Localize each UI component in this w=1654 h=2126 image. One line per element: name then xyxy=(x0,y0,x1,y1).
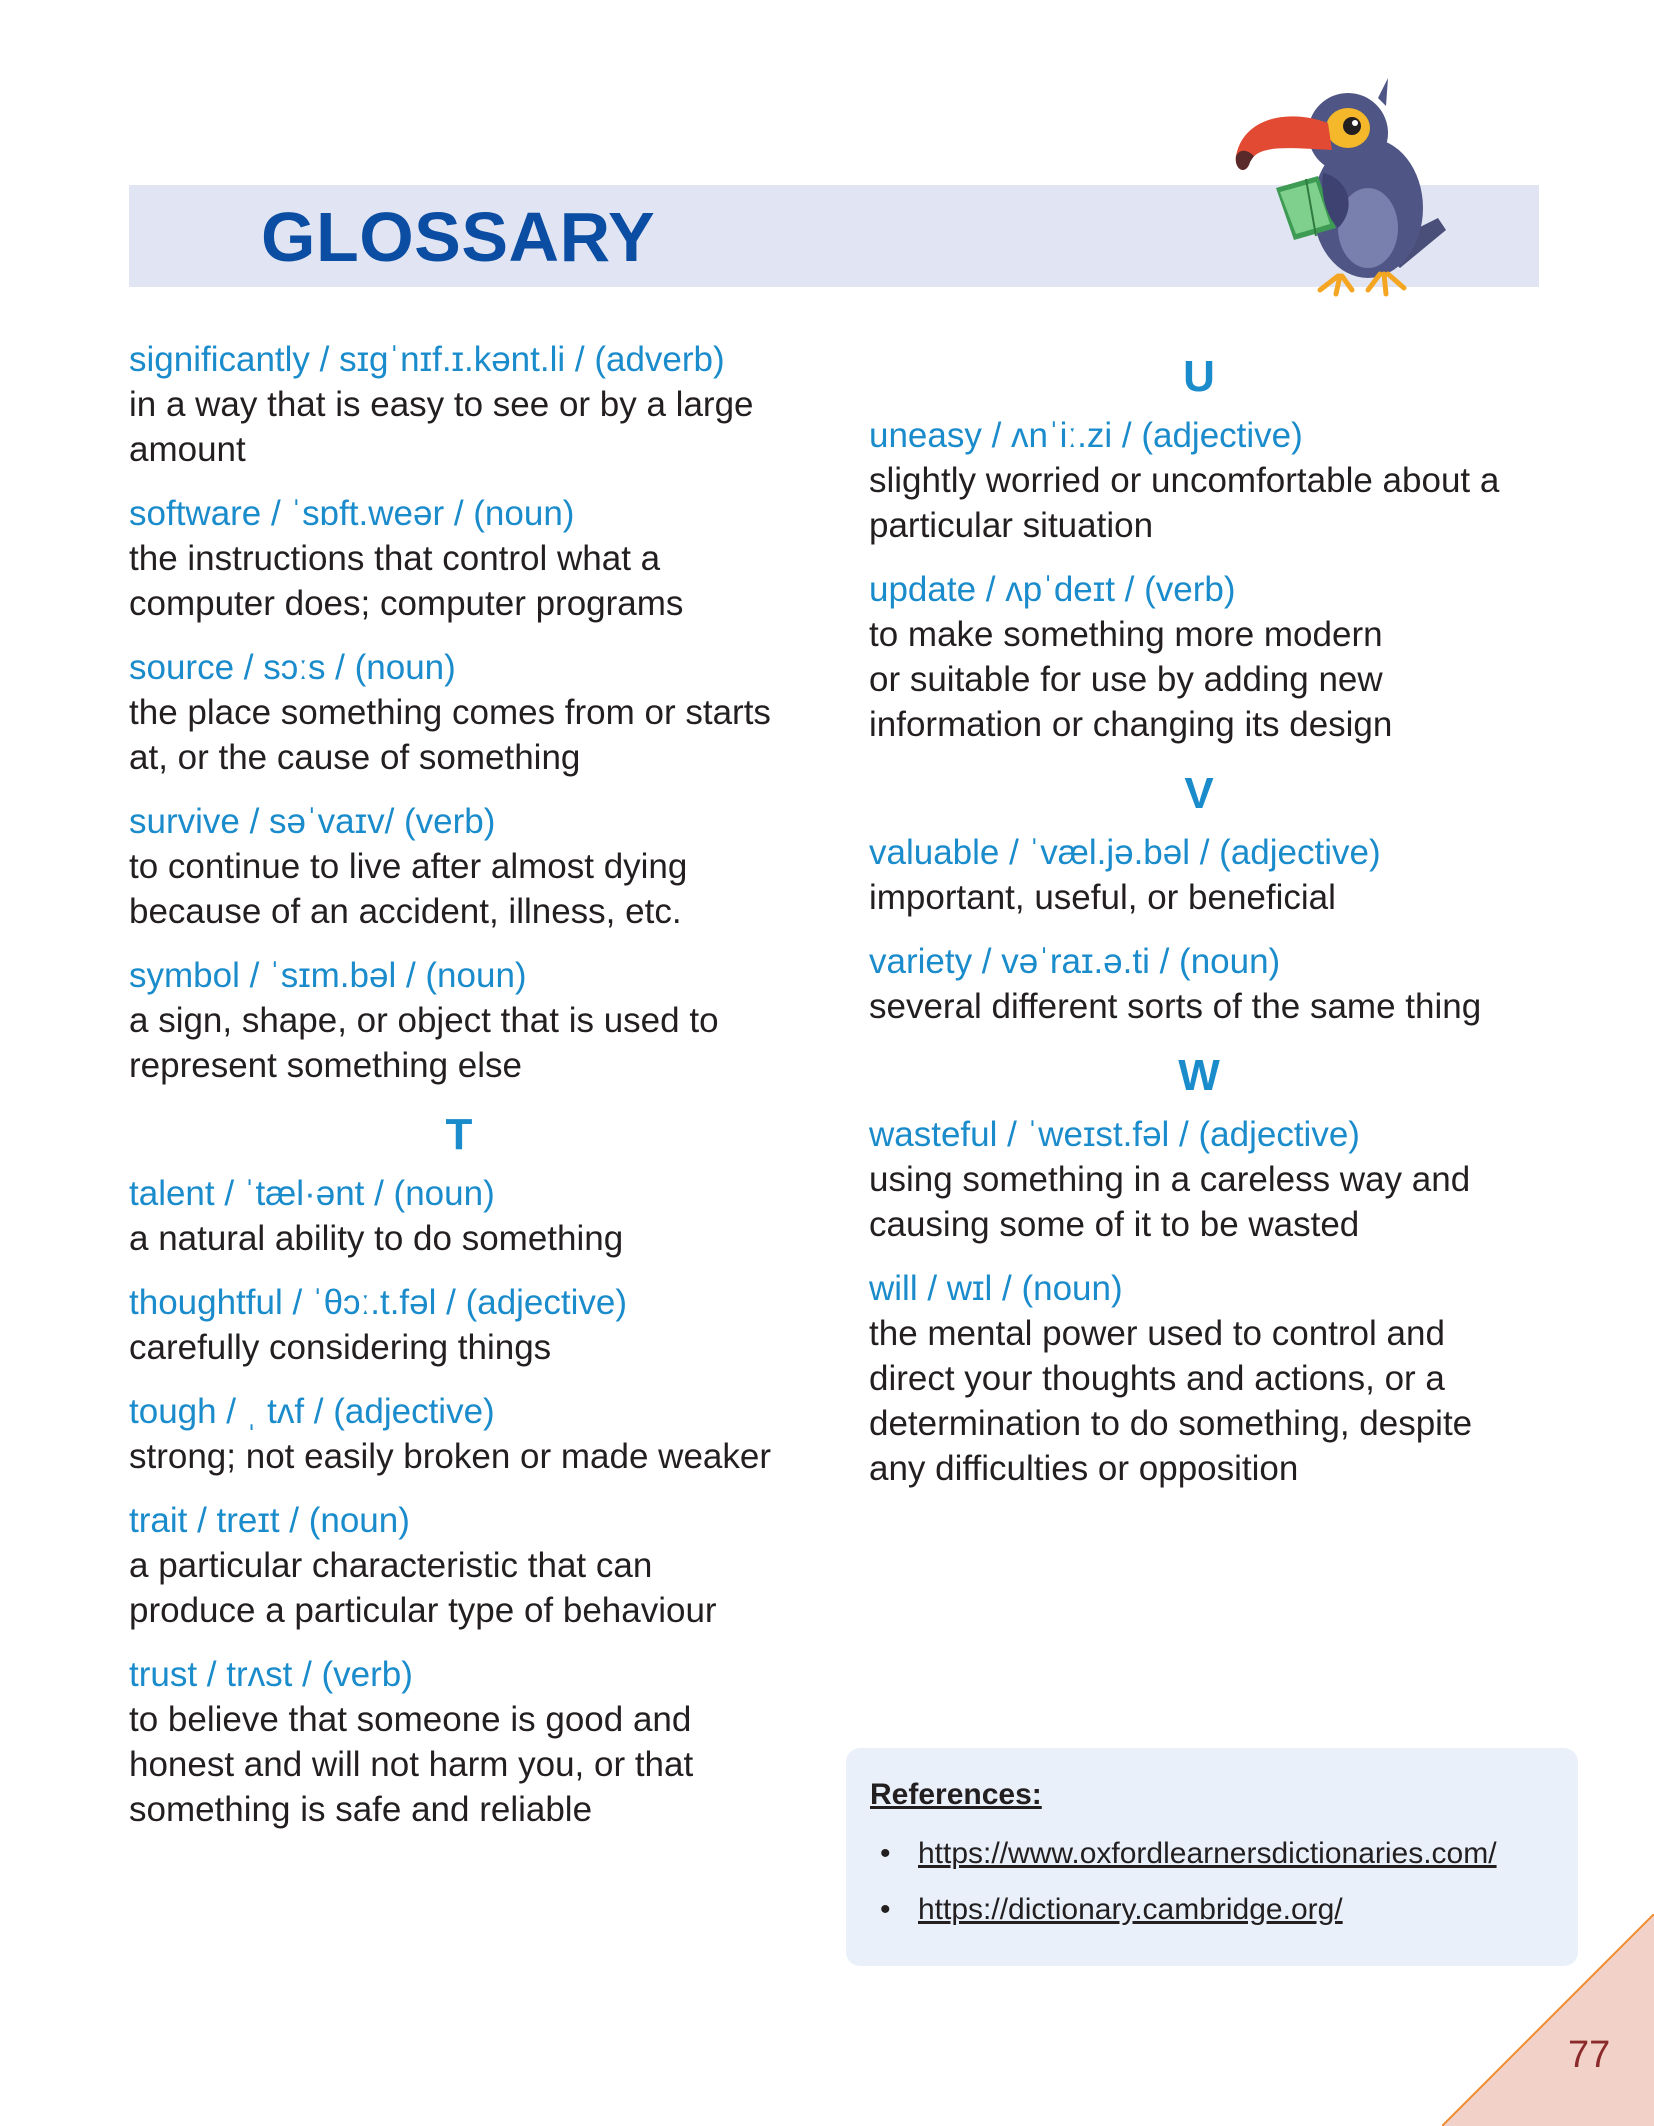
glossary-definition-line: determination to do something, despite xyxy=(869,1404,1473,1443)
glossary-term: tough / ˌ tʌf / (adjective) xyxy=(129,1392,495,1431)
glossary-entry xyxy=(129,1390,829,1479)
glossary-entry xyxy=(869,568,1569,747)
glossary-term: significantly / sɪɡˈnɪf.ɪ.kənt.li / (adverb) xyxy=(129,340,725,379)
glossary-entry xyxy=(129,1499,829,1633)
glossary-definition-line: or suitable for use by adding new xyxy=(869,660,1383,699)
glossary-term: wasteful / ˈweɪst.fəl / (adjective) xyxy=(869,1115,1360,1154)
glossary-definition-line: slightly worried or uncomfortable about a xyxy=(869,461,1500,500)
glossary-definition-line: a natural ability to do something xyxy=(129,1219,624,1258)
glossary-right-column xyxy=(869,338,1569,1511)
glossary-term: uneasy / ʌnˈiː.zi / (adjective) xyxy=(869,416,1303,455)
glossary-definition-line: important, useful, or beneficial xyxy=(869,878,1336,917)
glossary-definition-line: to believe that someone is good and xyxy=(129,1700,692,1739)
glossary-entry xyxy=(129,646,829,780)
glossary-term: trust / trʌst / (verb) xyxy=(129,1655,413,1694)
glossary-term: trait / treɪt / (noun) xyxy=(129,1501,410,1540)
glossary-definition-line: produce a particular type of behaviour xyxy=(129,1591,717,1630)
glossary-definition-line: because of an accident, illness, etc. xyxy=(129,892,682,931)
page-title: GLOSSARY xyxy=(261,198,656,276)
glossary-definition-line: strong; not easily broken or made weaker xyxy=(129,1437,771,1476)
glossary-definition-line: carefully considering things xyxy=(129,1328,552,1367)
toucan-mascot-icon xyxy=(1228,78,1476,298)
glossary-entry xyxy=(129,800,829,934)
section-letter: T xyxy=(445,1110,473,1159)
reference-link-oxford[interactable]: https://www.oxfordlearnersdictionaries.com/ xyxy=(918,1837,1497,1870)
glossary-term: symbol / ˈsɪm.bəl / (noun) xyxy=(129,956,527,995)
glossary-entry xyxy=(869,940,1569,1029)
glossary-term: survive / səˈvaɪv/ (verb) xyxy=(129,802,496,841)
reference-item xyxy=(870,1882,1497,1938)
glossary-entry xyxy=(129,492,829,626)
bullet: • xyxy=(880,1837,891,1870)
section-letter: W xyxy=(1178,1051,1220,1100)
glossary-definition-line: using something in a careless way and xyxy=(869,1160,1471,1199)
glossary-definition-line: represent something else xyxy=(129,1046,522,1085)
page-number: 77 xyxy=(1568,2034,1611,2076)
glossary-definition-line: the mental power used to control and xyxy=(869,1314,1445,1353)
glossary-definition-line: computer does; computer programs xyxy=(129,584,684,623)
section-letter: V xyxy=(1184,769,1214,818)
glossary-definition-line: a sign, shape, or object that is used to xyxy=(129,1001,719,1040)
glossary-entry xyxy=(129,954,829,1088)
glossary-term: will / wɪl / (noun) xyxy=(869,1269,1123,1308)
glossary-definition-line: amount xyxy=(129,430,246,469)
glossary-definition-line: information or changing its design xyxy=(869,705,1393,744)
glossary-entry xyxy=(129,338,829,472)
glossary-term: software / ˈsɒft.weər / (noun) xyxy=(129,494,575,533)
glossary-definition-line: to continue to live after almost dying xyxy=(129,847,688,886)
references-list xyxy=(870,1826,1497,1938)
glossary-definition-line: in a way that is easy to see or by a large xyxy=(129,385,754,424)
glossary-entry xyxy=(869,414,1569,548)
glossary-entry xyxy=(869,831,1569,920)
bullet: • xyxy=(880,1893,891,1926)
glossary-term: source / sɔːs / (noun) xyxy=(129,648,456,687)
glossary-entry xyxy=(129,1281,829,1370)
glossary-definition-line: to make something more modern xyxy=(869,615,1383,654)
glossary-left-column xyxy=(129,338,829,1852)
glossary-definition-line: causing some of it to be wasted xyxy=(869,1205,1360,1244)
glossary-entry xyxy=(129,1172,829,1261)
glossary-entry xyxy=(869,1267,1569,1491)
reference-link-cambridge[interactable]: https://dictionary.cambridge.org/ xyxy=(918,1893,1343,1926)
glossary-definition-line: honest and will not harm you, or that xyxy=(129,1745,694,1784)
references-title: References: xyxy=(870,1778,1042,1811)
glossary-entry xyxy=(869,1113,1569,1247)
glossary-term: variety / vəˈraɪ.ə.ti / (noun) xyxy=(869,942,1281,981)
glossary-definition-line: any difficulties or opposition xyxy=(869,1449,1299,1488)
glossary-entry xyxy=(129,1653,829,1832)
glossary-definition-line: the instructions that control what a xyxy=(129,539,661,578)
page-corner-icon xyxy=(1442,1914,1654,2126)
glossary-definition-line: the place something comes from or starts xyxy=(129,693,771,732)
glossary-definition-line: direct your thoughts and actions, or a xyxy=(869,1359,1445,1398)
glossary-term: update / ʌpˈdeɪt / (verb) xyxy=(869,570,1236,609)
glossary-term: valuable / ˈvæl.jə.bəl / (adjective) xyxy=(869,833,1381,872)
glossary-term: thoughtful / ˈθɔː.t.fəl / (adjective) xyxy=(129,1283,628,1322)
reference-item xyxy=(870,1826,1497,1882)
glossary-definition-line: a particular characteristic that can xyxy=(129,1546,653,1585)
glossary-definition-line: particular situation xyxy=(869,506,1154,545)
glossary-definition-line: something is safe and reliable xyxy=(129,1790,593,1829)
section-letter: U xyxy=(1183,352,1215,401)
glossary-term: talent / ˈtæl·ənt / (noun) xyxy=(129,1174,495,1213)
glossary-definition-line: several different sorts of the same thing xyxy=(869,987,1482,1026)
glossary-definition-line: at, or the cause of something xyxy=(129,738,581,777)
